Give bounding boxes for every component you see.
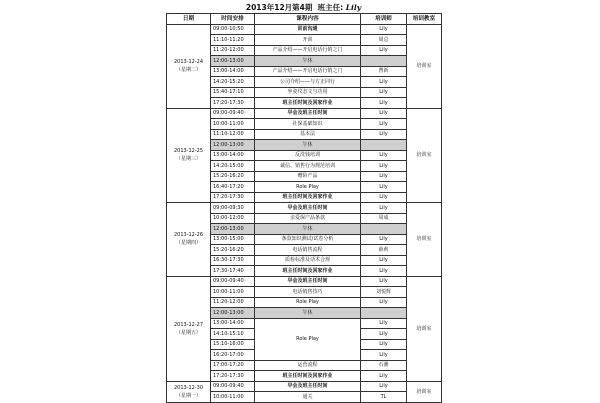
course-cell: 运营流程 xyxy=(255,360,361,371)
trainer-cell: 周成 xyxy=(361,213,407,224)
weekday-value: （星期三） xyxy=(175,156,201,163)
course-cell: 开训 xyxy=(255,35,361,46)
time-cell: 15:20-16:20 xyxy=(211,171,255,182)
time-cell: 15:40-17:10 xyxy=(211,87,255,98)
trainer-cell: 周总 xyxy=(361,35,407,46)
date-value: 2013-12-25 xyxy=(173,148,204,155)
trainer-cell: Lily xyxy=(361,297,407,308)
course-cell: 早会及班主任时间 xyxy=(255,203,361,214)
title-period: 2013年12月第4期 xyxy=(245,3,313,12)
date-cell xyxy=(167,381,211,402)
trainer-cell: Lily xyxy=(361,171,407,182)
course-cell: 电话销售技巧 xyxy=(255,287,361,298)
trainer-cell: Lily xyxy=(361,119,407,130)
time-cell: 11:10-12:00 xyxy=(211,129,255,140)
time-cell: 13:00-14:00 xyxy=(211,150,255,161)
time-cell: 12:00-13:00 xyxy=(211,56,255,67)
time-cell: 14:20-15:00 xyxy=(211,161,255,172)
header-row xyxy=(167,14,442,25)
col-header-trainer: 培训师 xyxy=(361,14,407,25)
course-cell: 社保基础知识 xyxy=(255,119,361,130)
course-cell: 午休 xyxy=(255,224,361,235)
course-cell: 电话销售流程 xyxy=(255,245,361,256)
weekday-value: （星期一） xyxy=(175,392,201,399)
schedule-sheet xyxy=(166,0,441,400)
schedule-title xyxy=(166,2,441,13)
course-cell: 基本法 xyxy=(255,129,361,140)
date-cell xyxy=(167,276,211,381)
trainer-cell: Lily xyxy=(361,255,407,266)
weekday-value: （星期五） xyxy=(175,329,201,336)
date-cell xyxy=(167,203,211,277)
time-cell: 16:40-17:20 xyxy=(211,182,255,193)
title-head-teacher-name: Lily xyxy=(345,3,362,12)
trainer-cell xyxy=(361,56,407,67)
trainer-cell: Lily xyxy=(361,329,407,340)
date-value: 2013-12-30 xyxy=(173,384,204,391)
course-cell: 班主任时间及回家作业 xyxy=(255,266,361,277)
trainer-cell: TL xyxy=(361,392,407,403)
trainer-cell: Lily xyxy=(361,339,407,350)
trainer-cell: 石潮 xyxy=(361,360,407,371)
schedule-body xyxy=(167,24,442,402)
time-cell: 15:20-16:20 xyxy=(211,245,255,256)
time-cell: 10:00-12:00 xyxy=(211,213,255,224)
trainer-cell xyxy=(361,224,407,235)
time-cell: 17:20-17:30 xyxy=(211,98,255,109)
trainer-cell: Lily xyxy=(361,98,407,109)
table-row xyxy=(167,108,442,119)
table-row xyxy=(167,203,442,214)
course-cell: Role Play xyxy=(255,318,361,360)
time-cell: 11:20-12:00 xyxy=(211,45,255,56)
table-row xyxy=(167,276,442,287)
time-cell: 14:20-15:20 xyxy=(211,77,255,88)
course-cell: 反洗钱培训 xyxy=(255,150,361,161)
course-cell: 公司介绍——与方正同行 xyxy=(255,77,361,88)
weekday-value: （星期二） xyxy=(175,67,201,73)
room-cell: 培训室 xyxy=(407,381,442,402)
time-cell: 15:10-16:00 xyxy=(211,339,255,350)
course-cell: 通关 xyxy=(255,392,361,403)
trainer-cell: Lily xyxy=(361,234,407,245)
course-cell: 午休 xyxy=(255,56,361,67)
course-cell: Role Play xyxy=(255,182,361,193)
date-value: 2013-12-26 xyxy=(173,232,204,239)
course-cell: 条款知识测试/试卷分析 xyxy=(255,234,361,245)
trainer-cell: Lily xyxy=(361,371,407,382)
time-cell: 09:00-09:40 xyxy=(211,108,255,119)
trainer-cell: Lily xyxy=(361,276,407,287)
time-cell: 11:10-11:20 xyxy=(211,35,255,46)
time-cell: 10:00-11:00 xyxy=(211,392,255,403)
time-cell: 12:00-13:00 xyxy=(211,224,255,235)
trainer-cell: Lily xyxy=(361,108,407,119)
time-cell: 16:30-17:30 xyxy=(211,255,255,266)
room-cell: 培训室 xyxy=(407,276,442,381)
course-cell: 产品介绍——开启电话行销之门 xyxy=(255,66,361,77)
course-cell: Role Play xyxy=(255,297,361,308)
time-cell: 13:00-15:00 xyxy=(211,234,255,245)
weekday-value: （星期四） xyxy=(175,240,201,247)
trainer-cell: Lily xyxy=(361,192,407,203)
trainer-cell: Lily xyxy=(361,182,407,193)
time-cell: 09:00-10:50 xyxy=(211,24,255,35)
trainer-cell: Lily xyxy=(361,150,407,161)
schedule-table xyxy=(166,13,442,403)
course-cell: 质检标准及话术合规 xyxy=(255,255,361,266)
course-cell: 早会及班主任时间 xyxy=(255,108,361,119)
time-cell: 10:00-11:00 xyxy=(211,119,255,130)
time-cell: 09:00-09:30 xyxy=(211,203,255,214)
course-cell: 午休 xyxy=(255,140,361,151)
trainer-cell: Lily xyxy=(361,87,407,98)
time-cell: 16:20-17:00 xyxy=(211,350,255,361)
trainer-cell: Lily xyxy=(361,350,407,361)
date-value: 2013-12-27 xyxy=(173,321,204,328)
course-cell: 训前沟通 xyxy=(255,24,361,35)
course-cell: 赠险产品 xyxy=(255,171,361,182)
col-header-time: 时间安排 xyxy=(211,14,255,25)
time-cell: 14:10-15:10 xyxy=(211,329,255,340)
col-header-date: 日期 xyxy=(167,14,211,25)
trainer-cell: Lily xyxy=(361,129,407,140)
time-cell: 12:00-13:00 xyxy=(211,140,255,151)
trainer-cell xyxy=(361,140,407,151)
trainer-cell: 刘悦辉 xyxy=(361,287,407,298)
time-cell: 17:20-17:30 xyxy=(211,371,255,382)
trainer-cell: 薛莉 xyxy=(361,245,407,256)
time-cell: 17:30-17:40 xyxy=(211,266,255,277)
time-cell: 09:00-09:40 xyxy=(211,381,255,392)
room-cell: 培训室 xyxy=(407,24,442,108)
trainer-cell: Lily xyxy=(361,45,407,56)
room-cell: 培训室 xyxy=(407,203,442,277)
trainer-cell: Lily xyxy=(361,266,407,277)
date-cell xyxy=(167,24,211,108)
time-cell: 11:20-12:00 xyxy=(211,297,255,308)
trainer-cell: Lily xyxy=(361,24,407,35)
table-row xyxy=(167,381,442,392)
trainer-cell: 曹新 xyxy=(361,66,407,77)
course-cell: 早会及班主任时间 xyxy=(255,381,361,392)
course-cell: 班主任时间及回家作业 xyxy=(255,98,361,109)
time-cell: 10:00-11:00 xyxy=(211,287,255,298)
trainer-cell: Lily xyxy=(361,381,407,392)
trainer-cell: Lily xyxy=(361,203,407,214)
room-cell: 培训室 xyxy=(407,108,442,203)
trainer-cell: Lily xyxy=(361,318,407,329)
title-head-teacher-label: 班主任: xyxy=(317,3,344,12)
time-cell: 13:00-14:00 xyxy=(211,318,255,329)
col-header-room: 培训教室 xyxy=(407,14,442,25)
course-cell: 产品介绍——开启电话行销之门 xyxy=(255,45,361,56)
course-cell: 坐姿仪态文与功用 xyxy=(255,87,361,98)
time-cell: 13:00-14:00 xyxy=(211,66,255,77)
date-cell xyxy=(167,108,211,203)
course-cell: 班主任时间及回家作业 xyxy=(255,371,361,382)
course-cell: 早会及班主任时间 xyxy=(255,276,361,287)
col-header-course: 课程内容 xyxy=(255,14,361,25)
time-cell: 17:20-17:30 xyxy=(211,192,255,203)
table-row xyxy=(167,24,442,35)
course-cell: 班主任时间及回家作业 xyxy=(255,192,361,203)
trainer-cell: Lily xyxy=(361,77,407,88)
date-value: 2013-12-24 xyxy=(173,59,204,65)
time-cell: 12:00-13:00 xyxy=(211,308,255,319)
time-cell: 09:00-09:40 xyxy=(211,276,255,287)
course-cell: 诚信、销售行为规范培训 xyxy=(255,161,361,172)
course-cell: 午休 xyxy=(255,308,361,319)
trainer-cell: Lily xyxy=(361,161,407,172)
time-cell: 17:00-17:20 xyxy=(211,360,255,371)
trainer-cell xyxy=(361,308,407,319)
course-cell: 亲爱保产品条款 xyxy=(255,213,361,224)
